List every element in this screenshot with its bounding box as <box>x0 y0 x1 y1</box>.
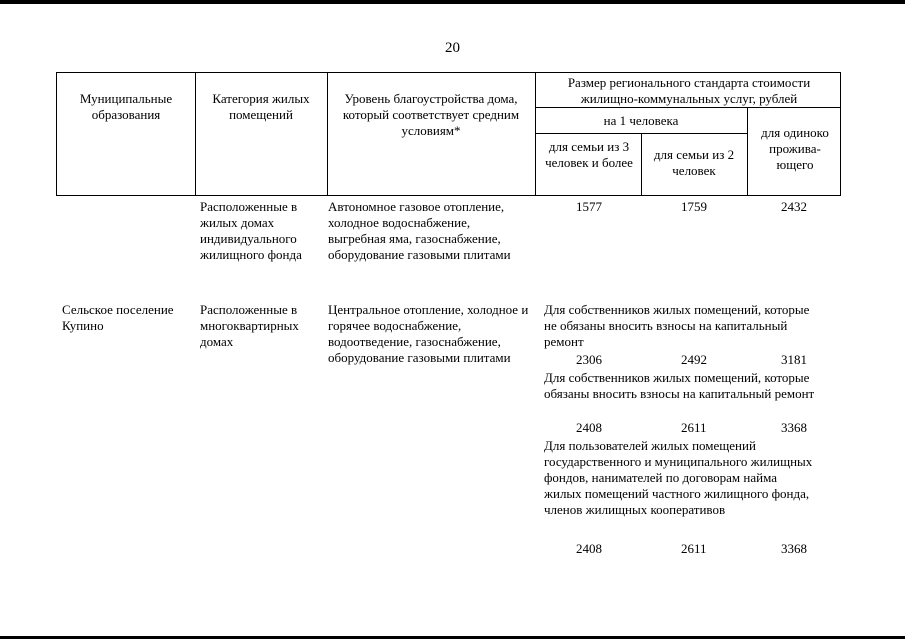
row2-category: Расположенные в многоквартирных домах <box>200 302 299 349</box>
row1-value-family2: 1759 <box>681 199 707 214</box>
divider <box>641 133 642 195</box>
group3-value-family2: 2611 <box>681 541 707 556</box>
group1-value-single: 3181 <box>781 352 807 367</box>
header-per-person: на 1 человека <box>603 113 679 128</box>
row1-level: Автономное газовое отопление, холодное водоснабжение, выгребная яма, газоснабжение, оборудование газовыми плитами <box>328 199 511 262</box>
group2-value-single: 3368 <box>781 420 807 435</box>
header-family-3: для семьи из 3 человек и более <box>545 139 633 170</box>
header-standard-size: Размер регионального стандарта стоимости жилищно-коммунальных услуг, рублей <box>567 75 811 106</box>
divider <box>535 107 841 108</box>
divider <box>747 107 748 195</box>
header-category: Категория жилых помещений <box>212 91 310 122</box>
table-header <box>56 72 841 196</box>
header-municipality: Муниципальные образования <box>79 91 173 122</box>
divider <box>327 73 328 195</box>
group2-value-family3: 2408 <box>576 420 602 435</box>
group2-note: Для собственников жилых помещений, которые обязаны вносить взносы на капитальный ремонт <box>544 370 815 401</box>
top-rule <box>0 0 905 4</box>
group1-value-family2: 2492 <box>681 352 707 367</box>
group3-note: Для пользователей жилых помещений государственного и муниципального жилищных фондов, нанимателей по договорам найма жилых помещений частного жилищного фонда, членов жилищных кооперативов <box>544 438 813 517</box>
divider <box>535 73 536 195</box>
row2-level: Центральное отопление, холодное и горячее водоснабжение, водоотведение, газоснабжение, оборудование газовыми плитами <box>328 302 529 365</box>
divider <box>195 73 196 195</box>
page-number: 20 <box>445 40 460 56</box>
row1-value-family3: 1577 <box>576 199 602 214</box>
bottom-rule <box>0 636 905 639</box>
group1-value-family3: 2306 <box>576 352 602 367</box>
group1-note: Для собственников жилых помещений, которые не обязаны вносить взносы на капитальный ремонт <box>544 302 810 349</box>
header-family-2: для семьи из 2 человек <box>653 147 735 178</box>
group2-value-family2: 2611 <box>681 420 707 435</box>
header-single: для одиноко прожива-ющего <box>761 125 829 172</box>
row1-value-single: 2432 <box>781 199 807 214</box>
row2-municipality: Сельское поселение Купино <box>62 302 174 333</box>
row1-category: Расположенные в жилых домах индивидуального жилищного фонда <box>200 199 302 262</box>
header-level: Уровень благоустройства дома, который соответствует средним условиям* <box>342 91 520 138</box>
group3-value-single: 3368 <box>781 541 807 556</box>
group3-value-family3: 2408 <box>576 541 602 556</box>
